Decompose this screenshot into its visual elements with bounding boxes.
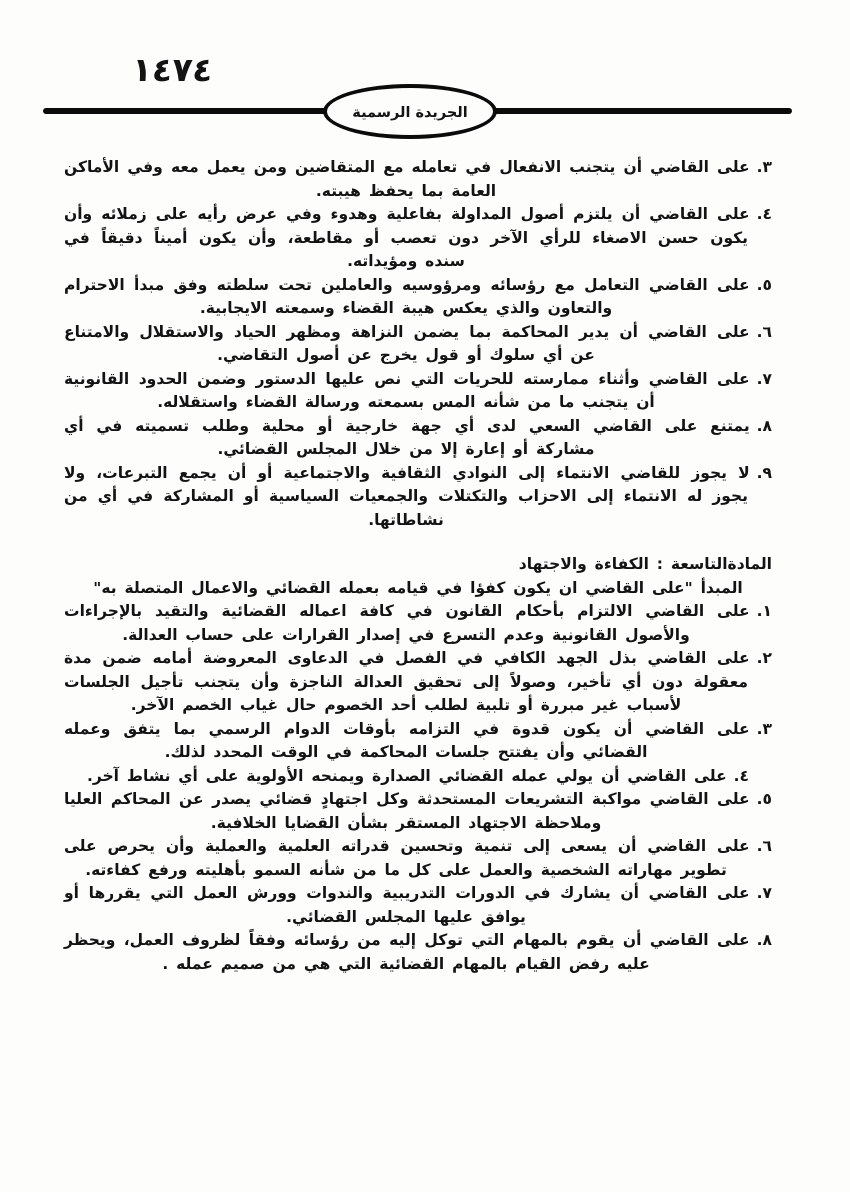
- gazette-badge-label: الجريدة الرسمية: [352, 104, 468, 121]
- item-number: ٢.: [756, 649, 772, 667]
- item-text: على القاضي التعامل مع رؤسائه ومرؤوسيه والعاملين تحت سلطته وفق مبدأ الاحترام والتعاون والذي يعكس هيبة القضاء وسمعته الايجابية.: [64, 275, 750, 317]
- list-item: [64, 835, 772, 882]
- article-items-list: [64, 600, 772, 976]
- item-number: ٥.: [756, 275, 772, 294]
- item-text: على القاضي بذل الجهد الكافي في الفصل في الدعاوى المعروضة أمامه ضمن مدة معقولة دون أي تأخير، وصولاً إلى تحقيق العدالة الناجزة وأن يتجنب تأجيل الجلسات لأسباب غير مبررة أو تلبية لطلب أحد الخصوم حال غياب الخصم الآخر.: [64, 649, 750, 714]
- item-text: على القاضي أن يقوم بالمهام التي توكل إليه من رؤسائه وفقاً لظروف العمل، ويحظر عليه رفض القيام بالمهام القضائية التي هي من صميم عمله .: [64, 931, 750, 973]
- item-text: على القاضي وأثناء ممارسته للحريات التي نص عليها الدستور وضمن الحدود القانونية أن يتجنب ما من شأنه المس بسمعته ورسالة القضاء واستقلاله.: [64, 369, 750, 411]
- list-item: [64, 882, 772, 929]
- item-text: على القاضي أن يدير المحاكمة بما يضمن النزاهة ومظهر الحياد والاستقلال والامتناع عن أي سلوك أو قول يخرج عن أصول التقاضي.: [64, 322, 750, 364]
- page-number: ١٤٧٤: [130, 50, 214, 89]
- article-heading: المادةالتاسعة : الكفاءة والاجتهاد: [518, 555, 772, 573]
- item-text: على القاضي مواكبة التشريعات المستحدثة وكل اجتهادٍ قضائي يصدر عن المحاكم العليا وملاحظة الاجتهاد المستقر بشأن القضايا الخلافية.: [64, 790, 750, 832]
- list-item: [64, 718, 772, 765]
- page-header: [0, 0, 850, 142]
- item-number: ٤.: [756, 205, 772, 223]
- item-number: ١.: [756, 602, 772, 620]
- item-text: يمتنع على القاضي السعي لدى أي جهة خارجية أو محلية وطلب تسميته في أي مشاركة أو إعارة إلا من خلال المجلس القضائي.: [64, 416, 750, 458]
- list-item: [64, 368, 772, 415]
- item-number: ٨.: [756, 416, 772, 435]
- item-text: لا يجوز للقاضي الانتماء إلى النوادي الثقافية والاجتماعية أو أن يجمع التبرعات، ولا يجوز له الانتماء إلى الاحزاب والتكتلات والجمعيات السياسية أو المشاركة في أي من نشاطاتها.: [64, 463, 750, 529]
- document-body: [0, 142, 850, 976]
- list-item: [64, 274, 772, 321]
- item-number: ٧.: [756, 369, 772, 388]
- item-number: ٣.: [756, 719, 772, 738]
- conduct-rules-list: [64, 156, 772, 532]
- item-number: ٣.: [756, 158, 772, 176]
- item-number: ٨.: [756, 931, 772, 949]
- list-item: [64, 929, 772, 976]
- gazette-badge: [323, 84, 497, 139]
- item-number: ٤.: [733, 766, 750, 785]
- item-text: على القاضي أن يشارك في الدورات التدريبية والندوات وورش العمل التي يقررها أو يوافق عليها المجلس القضائي.: [64, 884, 750, 926]
- item-number: ٩.: [756, 463, 772, 482]
- list-item: [64, 788, 772, 835]
- item-number: ٥.: [756, 790, 772, 808]
- item-number: ٦.: [756, 837, 772, 855]
- list-item: [64, 203, 772, 274]
- item-text: على القاضي الالتزام بأحكام القانون في كافة اعماله القضائية والتقيد بالإجراءات والأصول القانونية وعدم التسرع في إصدار القرارات على حساب العدالة.: [64, 602, 750, 644]
- list-item: [64, 647, 772, 718]
- list-item: [64, 765, 772, 789]
- item-number: ٦.: [756, 322, 772, 341]
- item-text: على القاضي أن يلتزم أصول المداولة بفاعلية وهدوء وفي عرض رأيه على زملائه وأن يكون حسن الاصغاء للرأي الآخر دون تعصب أو مقاطعة، وأن يكون أميناً دقيقاً في سنده ومؤيداته.: [64, 205, 750, 270]
- item-text: على القاضي أن يولي عمله القضائي الصدارة ويمنحه الأولوية على أي نشاط آخر.: [86, 766, 727, 785]
- list-item: [64, 321, 772, 368]
- list-item: [64, 600, 772, 647]
- item-text: على القاضي أن يكون قدوة في التزامه بأوقات الدوام الرسمي بما يتفق وعمله القضائي وأن يفتتح جلسات المحاكمة في الوقت المحدد لذلك.: [64, 719, 750, 761]
- item-text: على القاضي أن يتجنب الانفعال في تعامله مع المتقاضين ومن يعمل معه وفي الأماكن العامة بما يحفظ هيبته.: [64, 158, 750, 200]
- item-text: على القاضي أن يسعى إلى تنمية وتحسين قدراته العلمية والعملية وأن يحرص على تطوير مهاراته الشخصية والعمل على كل ما من شأنه السمو بأهليته ورفع كفاءته.: [64, 837, 750, 879]
- list-item: [64, 462, 772, 533]
- item-number: ٧.: [756, 884, 772, 902]
- list-item: [64, 156, 772, 203]
- list-item: [64, 415, 772, 462]
- article-principle: المبدأ "على القاضي ان يكون كفؤا في قيامه بعمله القضائي والاعمال المتصلة به": [93, 578, 743, 597]
